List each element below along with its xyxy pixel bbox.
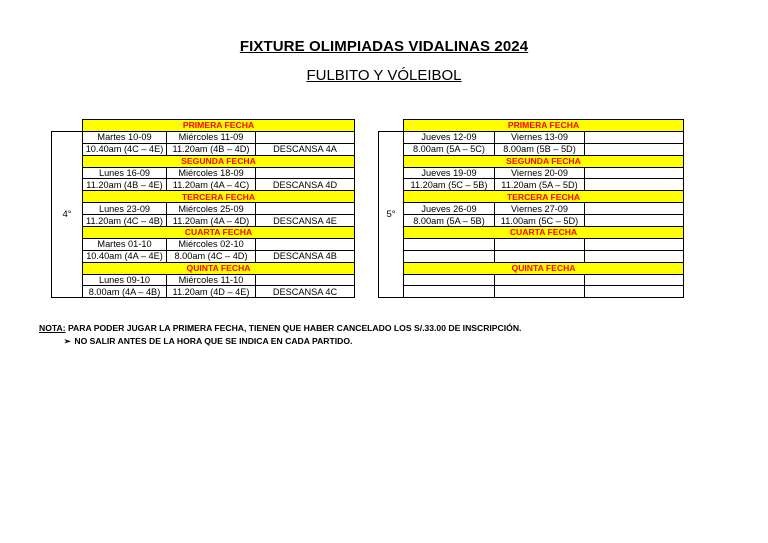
days-row — [52, 203, 355, 215]
match-cell: DESCANSA 4A — [256, 143, 355, 155]
day-cell: Viernes 20-09 — [495, 167, 585, 179]
match-cell: 10.40am (4A – 4E) — [83, 250, 167, 262]
match-cell: 11.20am (5C – 5B) — [404, 179, 495, 191]
day-cell: Jueves 26-09 — [404, 203, 495, 215]
match-cell: 8.00am (4C – 4D) — [167, 250, 256, 262]
fecha-header-row — [52, 262, 355, 274]
match-cell: DESCANSA 4E — [256, 215, 355, 227]
fecha-header-row — [379, 191, 684, 203]
match-cell — [495, 286, 585, 298]
day-cell — [256, 167, 355, 179]
fecha-header: TERCERA FECHA — [404, 191, 684, 203]
day-cell: Lunes 23-09 — [83, 203, 167, 215]
grade-label: 4° — [52, 131, 83, 297]
match-cell: 11.20am (4C – 4B) — [83, 215, 167, 227]
match-cell: 11.20am (4A – 4D) — [167, 215, 256, 227]
fecha-header-row — [52, 155, 355, 167]
days-row — [52, 167, 355, 179]
day-cell: Miércoles 11-10 — [167, 274, 256, 286]
fecha-header: SEGUNDA FECHA — [83, 155, 355, 167]
page-subtitle: FULBITO Y VÓLEIBOL — [306, 67, 462, 84]
match-cell — [585, 250, 684, 262]
match-cell: 11.20am (5A – 5D) — [495, 179, 585, 191]
fecha-header-row — [379, 262, 684, 274]
fecha-header: CUARTA FECHA — [404, 227, 684, 239]
day-cell — [585, 167, 684, 179]
day-cell — [404, 238, 495, 250]
match-cell: DESCANSA 4C — [256, 286, 355, 298]
match-cell: 11.20am (4A – 4C) — [167, 179, 256, 191]
day-cell: Jueves 12-09 — [404, 131, 495, 143]
day-cell: Miércoles 02-10 — [167, 238, 256, 250]
fecha-header: QUINTA FECHA — [404, 262, 684, 274]
games-row — [379, 179, 684, 191]
games-row — [379, 143, 684, 155]
games-row — [379, 250, 684, 262]
fecha-header: PRIMERA FECHA — [83, 120, 355, 132]
day-cell — [256, 203, 355, 215]
day-cell — [256, 274, 355, 286]
day-cell: Lunes 16-09 — [83, 167, 167, 179]
days-row — [379, 238, 684, 250]
match-cell: 8.00am (5A – 5C) — [404, 143, 495, 155]
days-row — [52, 238, 355, 250]
match-cell: DESCANSA 4D — [256, 179, 355, 191]
day-cell: Miércoles 11-09 — [167, 131, 256, 143]
days-row — [52, 274, 355, 286]
days-row — [379, 203, 684, 215]
note-line-inscription — [39, 322, 521, 335]
day-cell — [495, 274, 585, 286]
match-cell — [585, 143, 684, 155]
match-cell: 11.20am (4D – 4E) — [167, 286, 256, 298]
note-label: NOTA: — [39, 323, 66, 333]
fixture-table-4th-grade — [51, 119, 355, 298]
match-cell — [404, 250, 495, 262]
days-row — [379, 131, 684, 143]
fecha-header-row — [379, 227, 684, 239]
games-row — [52, 286, 355, 298]
day-cell — [404, 274, 495, 286]
day-cell — [585, 131, 684, 143]
days-row — [52, 131, 355, 143]
games-row — [52, 179, 355, 191]
day-cell — [495, 238, 585, 250]
match-cell: 8.00am (4A – 4B) — [83, 286, 167, 298]
days-row — [379, 167, 684, 179]
day-cell: Jueves 19-09 — [404, 167, 495, 179]
games-row — [52, 215, 355, 227]
note-line-schedule — [39, 335, 521, 348]
day-cell: Miércoles 18-09 — [167, 167, 256, 179]
day-cell — [256, 238, 355, 250]
day-cell — [585, 238, 684, 250]
games-row — [379, 286, 684, 298]
match-cell: 8.00am (5B – 5D) — [495, 143, 585, 155]
fecha-header: CUARTA FECHA — [83, 227, 355, 239]
match-cell — [585, 179, 684, 191]
match-cell: 8.00am (5A – 5B) — [404, 215, 495, 227]
notes-section — [39, 322, 521, 348]
match-cell: DESCANSA 4B — [256, 250, 355, 262]
day-cell: Viernes 13-09 — [495, 131, 585, 143]
grade-label: 5° — [379, 131, 404, 297]
fecha-header: QUINTA FECHA — [83, 262, 355, 274]
fecha-header-row — [379, 155, 684, 167]
fecha-header: PRIMERA FECHA — [404, 120, 684, 132]
match-cell: 10.40am (4C – 4E) — [83, 143, 167, 155]
match-cell: 11.20am (4B – 4D) — [167, 143, 256, 155]
corner-cell — [379, 120, 404, 132]
day-cell: Viernes 27-09 — [495, 203, 585, 215]
fecha-header-row — [52, 120, 355, 132]
games-row — [52, 250, 355, 262]
corner-cell — [52, 120, 83, 132]
fecha-header-row — [379, 120, 684, 132]
fecha-header-row — [52, 191, 355, 203]
fecha-header: SEGUNDA FECHA — [404, 155, 684, 167]
note-text: PARA PODER JUGAR LA PRIMERA FECHA, TIENEN QUE HABER CANCELADO LOS S/.33.00 DE INSCRIPCIÓN. — [65, 323, 522, 333]
page-title: FIXTURE OLIMPIADAS VIDALINAS 2024 — [239, 38, 529, 55]
match-cell — [495, 250, 585, 262]
match-cell — [585, 286, 684, 298]
fixture-table-body — [379, 120, 684, 298]
note-text: NO SALIR ANTES DE LA HORA QUE SE INDICA EN CADA PARTIDO. — [74, 336, 353, 346]
day-cell — [585, 203, 684, 215]
match-cell — [404, 286, 495, 298]
day-cell: Lunes 09-10 — [83, 274, 167, 286]
fecha-header: TERCERA FECHA — [83, 191, 355, 203]
fecha-header-row — [52, 227, 355, 239]
fixture-table-body — [52, 120, 355, 298]
days-row — [379, 274, 684, 286]
arrow-bullet-icon: ➢ — [63, 336, 71, 346]
day-cell — [256, 131, 355, 143]
day-cell — [585, 274, 684, 286]
match-cell: 11.00am (5C – 5D) — [495, 215, 585, 227]
match-cell — [585, 215, 684, 227]
games-row — [52, 143, 355, 155]
games-row — [379, 215, 684, 227]
day-cell: Martes 10-09 — [83, 131, 167, 143]
day-cell: Martes 01-10 — [83, 238, 167, 250]
fixture-table-5th-grade — [378, 119, 684, 298]
match-cell: 11.20am (4B – 4E) — [83, 179, 167, 191]
day-cell: Miércoles 25-09 — [167, 203, 256, 215]
